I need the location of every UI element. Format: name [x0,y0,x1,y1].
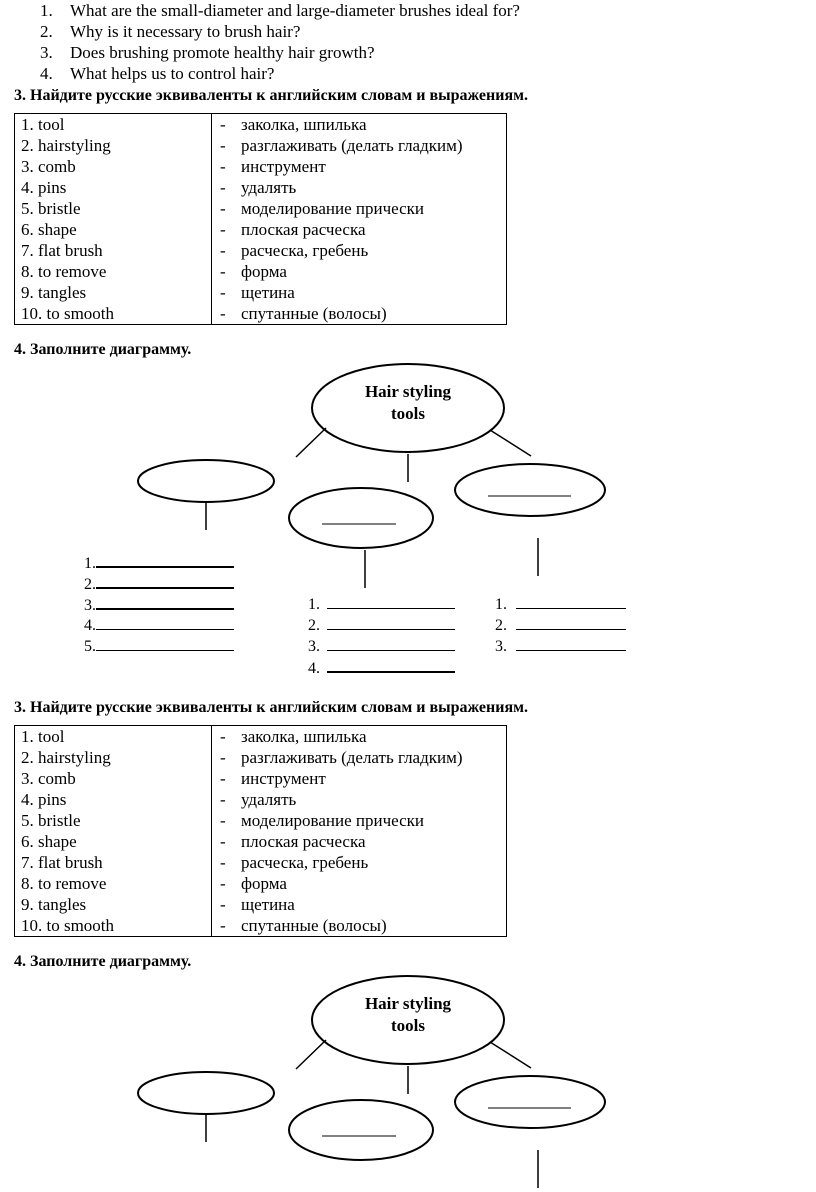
task4-heading: 4. Заполните диаграмму. [14,953,192,970]
english-term: 8. to remove [21,874,107,893]
english-term: 3. comb [21,769,76,788]
russian-equivalent [212,219,506,240]
dash: - [220,874,226,893]
russian-term: форма [241,262,287,281]
middle-list-item: 4. [308,656,455,678]
english-term: 6. shape [21,220,77,239]
russian-term: заколка, шпилька [241,115,367,134]
left-ellipse [138,1072,274,1114]
middle-ellipse [289,1100,433,1160]
russian-term: форма [241,874,287,893]
connector-line [296,428,326,457]
dash: - [220,136,226,155]
blank-line [516,614,626,630]
russian-column [212,726,507,937]
vocab-table [14,113,507,325]
blank-line [327,614,455,630]
russian-equivalent [212,177,506,198]
task3-heading: 3. Найдите русские эквиваленты к английским словам и выражениям. [14,699,528,716]
right-list-item: 1. [495,593,626,614]
dash: - [220,115,226,134]
russian-term: спутанные (волосы) [241,916,387,935]
english-term: 2. hairstyling [21,136,111,155]
russian-term: удалять [241,790,297,809]
question-item [40,1,740,23]
blank-line [96,593,234,610]
dash: - [220,199,226,218]
russian-equivalent [212,135,506,156]
middle-list-item: 2. [308,614,455,635]
center-title-line: tools [391,1016,425,1035]
russian-term: моделирование прически [241,811,424,830]
russian-equivalent [212,894,506,915]
vocab-table [14,725,507,937]
dash: - [220,241,226,260]
russian-equivalent [212,873,506,894]
left-list-item: 3. [84,593,234,615]
dash: - [220,157,226,176]
english-term: 5. bristle [21,811,81,830]
english-term: 5. bristle [21,199,81,218]
english-term: 7. flat brush [21,853,103,872]
dash: - [220,262,226,281]
left-list-item: 1. [84,551,234,573]
english-term: 10. to smooth [21,916,115,935]
left-list-item: 2. [84,572,234,594]
russian-equivalent [212,810,506,831]
english-term: 9. tangles [21,283,87,302]
russian-column [212,114,507,325]
russian-term: инструмент [241,157,326,176]
russian-term: разглаживать (делать гладким) [241,136,463,155]
russian-equivalent [212,915,506,936]
connector-line [490,1042,531,1068]
russian-equivalent [212,114,506,135]
dash: - [220,178,226,197]
blank-line [516,635,626,651]
question-number: 1. [40,1,53,20]
blank-line [327,593,455,609]
dash: - [220,769,226,788]
left-list-item: 4. [84,614,234,635]
dash: - [220,895,226,914]
question-text: What are the small-diameter and large-diameter brushes ideal for? [70,1,520,20]
question-item [40,64,740,86]
blank-line [96,614,234,630]
question-text: Why is it necessary to brush hair? [70,22,301,41]
russian-equivalent [212,747,506,768]
english-term: 10. to smooth [21,304,115,323]
task4-heading: 4. Заполните диаграмму. [14,341,192,358]
russian-equivalent [212,240,506,261]
task3-heading: 3. Найдите русские эквиваленты к английским словам и выражениям. [14,87,528,104]
left-list-item: 5. [84,635,234,656]
question-item [40,43,740,65]
russian-term: инструмент [241,769,326,788]
english-term: 9. tangles [21,895,87,914]
question-number: 4. [40,64,53,83]
english-term: 4. pins [21,178,67,197]
right-ellipse [455,1076,605,1128]
question-number: 3. [40,43,53,62]
blank-line [327,635,455,651]
russian-equivalent [212,198,506,219]
right-ellipse [455,464,605,516]
russian-equivalent [212,261,506,282]
english-term: 1. tool [21,115,65,134]
russian-term: удалять [241,178,297,197]
right-list-item: 2. [495,614,626,635]
blank-line [327,656,455,673]
russian-term: расческа, гребень [241,853,369,872]
russian-term: щетина [241,283,295,302]
center-title [328,381,488,425]
russian-term: заколка, шпилька [241,727,367,746]
dash: - [220,220,226,239]
russian-term: моделирование прически [241,199,424,218]
dash: - [220,811,226,830]
russian-equivalent [212,726,506,747]
russian-equivalent [212,789,506,810]
blank-line [96,551,234,568]
dash: - [220,916,226,935]
middle-ellipse [289,488,433,548]
russian-equivalent [212,156,506,177]
dash: - [220,283,226,302]
center-title-line: tools [391,404,425,423]
connector-line [490,430,531,456]
russian-term: плоская расческа [241,832,366,851]
english-term: 7. flat brush [21,241,103,260]
english-term: 3. comb [21,157,76,176]
right-list-item: 3. [495,635,626,656]
english-term: 1. tool [21,727,65,746]
russian-term: спутанные (волосы) [241,304,387,323]
center-title-line: Hair styling [364,382,452,401]
english-term: 2. hairstyling [21,748,111,767]
question-item [40,22,740,44]
question-text: What helps us to control hair? [70,64,275,83]
blank-line [96,635,234,651]
question-number: 2. [40,22,53,41]
russian-term: щетина [241,895,295,914]
russian-equivalent [212,768,506,789]
english-term: 4. pins [21,790,67,809]
dash: - [220,832,226,851]
blank-line [96,572,234,589]
question-text: Does brushing promote healthy hair growth? [70,43,375,62]
russian-term: разглаживать (делать гладким) [241,748,463,767]
dash: - [220,304,226,323]
russian-equivalent [212,303,506,324]
english-term: 8. to remove [21,262,107,281]
middle-list-item: 1. [308,593,455,614]
dash: - [220,748,226,767]
russian-equivalent [212,282,506,303]
english-term: 6. shape [21,832,77,851]
blank-line [516,593,626,609]
center-title [328,993,488,1037]
russian-equivalent [212,852,506,873]
russian-term: плоская расческа [241,220,366,239]
dash: - [220,853,226,872]
center-title-line: Hair styling [364,994,452,1013]
dash: - [220,790,226,809]
russian-term: расческа, гребень [241,241,369,260]
dash: - [220,727,226,746]
left-ellipse [138,460,274,502]
english-column [15,726,212,937]
middle-list-item: 3. [308,635,455,656]
english-column [15,114,212,325]
russian-equivalent [212,831,506,852]
connector-line [296,1040,326,1069]
